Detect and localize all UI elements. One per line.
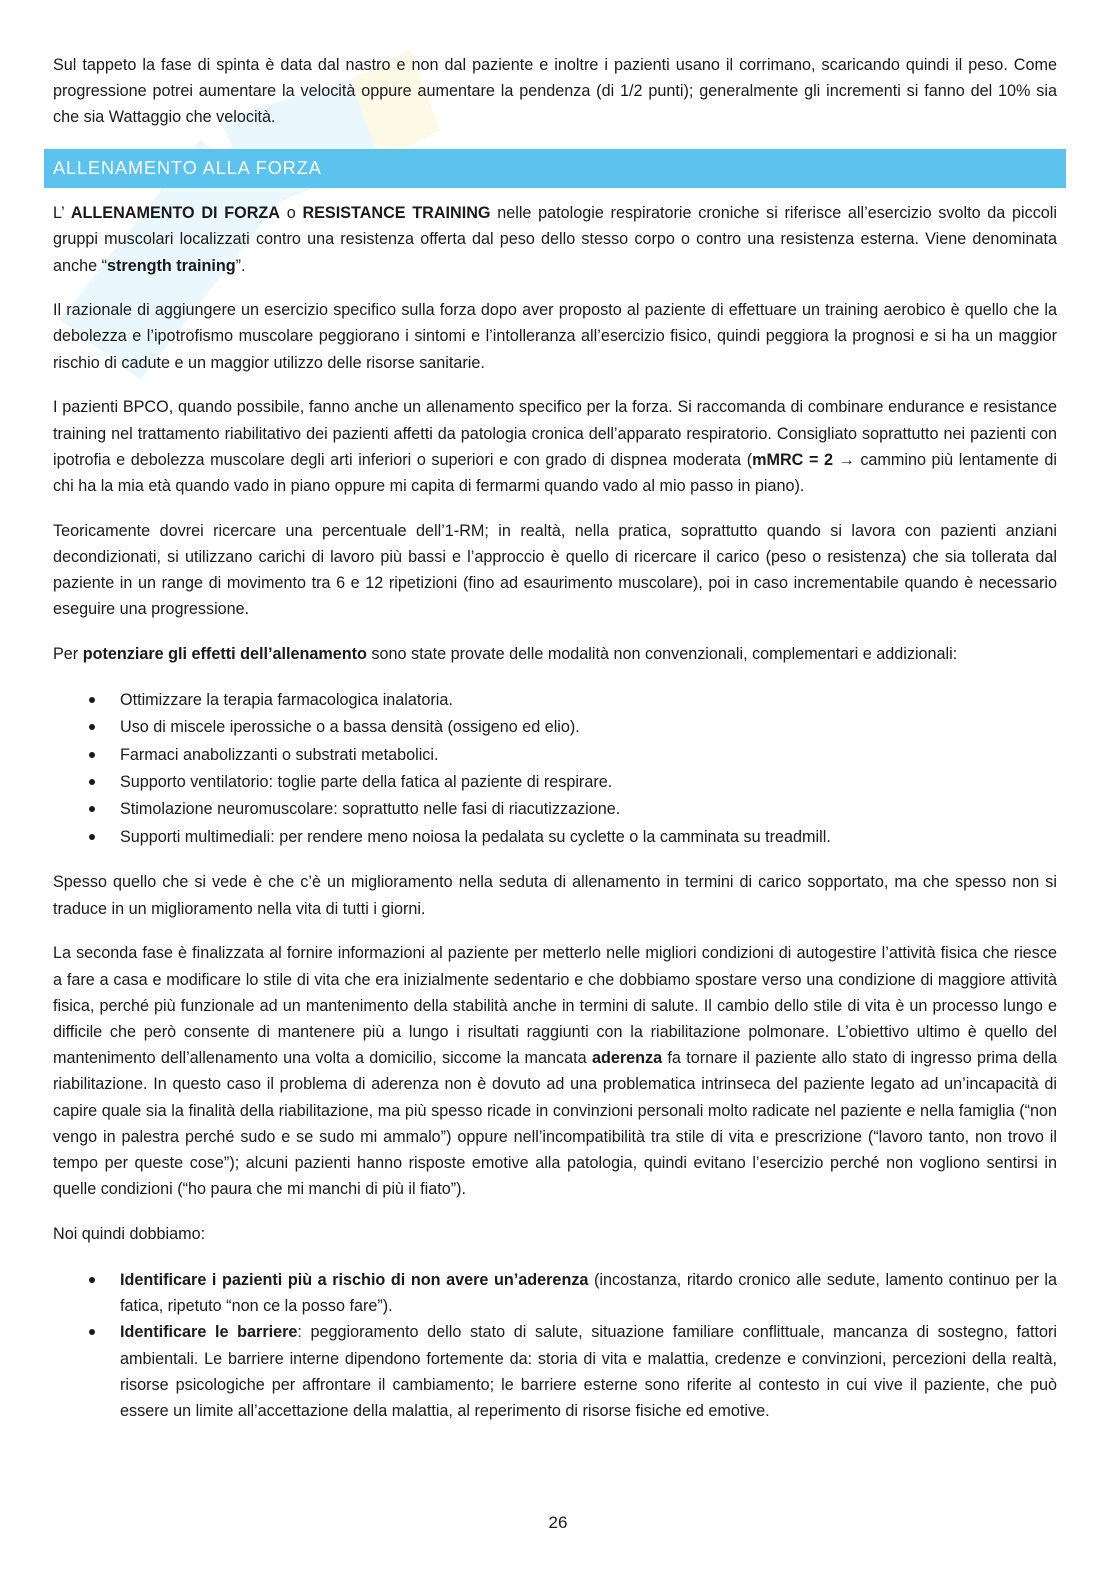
list-item: Supporto ventilatorio: toglie parte della fatica al paziente di respirare. [53, 769, 1057, 796]
text-run: : peggioramento dello stato di salute, situazione familiare conflittuale, mancanza di sostegno, fattori ambientali. Le barriere interne dipendono fortemente da: storia di vita e malattia, credenze e convinzioni, percezioni della realtà, risorse psicologiche per affrontare il cambiamento; le barriere esterne sono riferite al contesto in cui vive il paziente, che può essere un limite all’accettazione della malattia, al reperimento di risorse fisiche ed emotive. [120, 1323, 1057, 1421]
actions-list [53, 1267, 1057, 1424]
bold-term: RESISTANCE TRAINING [302, 204, 491, 223]
list-item: Farmaci anabolizzanti o substrati metabolici. [53, 742, 1057, 769]
text-run: I pazienti BPCO, quando possibile, fanno anche un allenamento specifico per la forza. Si raccomanda di combinare endurance e resistance training nel trattamento riabilitativo dei pazienti affetti da patologia cronica dell’apparato respiratorio. Consigliato soprattutto nei pazienti con ipotrofia e debolezza muscolare degli arti inferiori o superiori e con grado di dispnea moderata ( [53, 398, 1057, 469]
list-item [53, 1319, 1057, 1424]
text-run: fa tornare il paziente allo stato di ingresso prima della riabilitazione. In questo caso il problema di aderenza non è dovuto ad una problematica intrinseca del paziente legato ad un’incapacità di capire quale sia la finalità della riabilitazione, ma più spesso ricade in convinzioni personali molto radicate nel paziente e nella famiglia (“non vengo in palestra perché sudo e se sudo mi ammalo”) oppure nell’incompatibilità tra stile di vita e prescrizione (“lavoro tanto, non trovo il tempo per queste cose”); alcuni pazienti hanno risposte emotive alla patologia, quindi evitano l’esercizio perché non vogliono sentirsi in quelle condizioni (“ho paura che mi manchi di più il fiato”). [53, 1049, 1057, 1199]
list-item: Ottimizzare la terapia farmacologica inalatoria. [53, 687, 1057, 714]
we-must-paragraph: Noi quindi dobbiamo: [53, 1224, 206, 1243]
load-paragraph: Teoricamente dovrei ricercare una percentuale dell’1-RM; in realtà, nella pratica, soprattutto quando si lavora con pazienti anziani decondizionati, si utilizzano carichi di lavoro più bassi e l’approccio è quello di ricercare il carico (peso o resistenza) che sia tollerata dal paziente in un range di movimento tra 6 e 12 ripetizioni (fino ad esaurimento muscolare), poi in caso incrementabile quando è necessario eseguire una progressione. [53, 521, 1057, 619]
bpco-paragraph [53, 394, 1057, 499]
bold-term: Identificare le barriere [120, 1323, 298, 1342]
section-heading: ALLENAMENTO ALLA FORZA [44, 149, 1066, 188]
text-run: L’ [53, 204, 71, 223]
text-run: Per [53, 644, 83, 663]
text-run: La seconda fase è finalizzata al fornire informazioni al paziente per metterlo nelle migliori condizioni di autogestire l’attività fisica che riesce a fare a casa e modificare lo stile di vita che era inizialmente sedentario e che dobbiamo spostare verso una condizione di maggiore attività fisica, perché più funzionale ad un mantenimento della stabilità anche in termini di salute. Il cambio dello stile di vita è un processo lungo e difficile che però consente di mantenere più a lungo i risultati raggiunti con la riabilitazione polmonare. L’obiettivo ultimo è quello del mantenimento dell’allenamento una volta a domicilio, siccome la mancata [53, 944, 1057, 1068]
second-phase-paragraph [53, 940, 1057, 1202]
list-item: Stimolazione neuromuscolare: soprattutto nelle fasi di riacutizzazione. [53, 796, 1057, 823]
improvement-paragraph: Spesso quello che si vede è che c’è un miglioramento nella seduta di allenamento in termini di carico sopportato, ma che spesso non si traduce in un miglioramento nella vita di tutti i giorni. [53, 873, 1057, 918]
list-item: Supporti multimediali: per rendere meno noiosa la pedalata su cyclette o la camminata su treadmill. [53, 824, 1057, 851]
list-item: Uso di miscele iperossiche o a bassa densità (ossigeno ed elio). [53, 714, 1057, 741]
intro-paragraph: Sul tappeto la fase di spinta è data dal nastro e non dal paziente e inoltre i pazienti usano il corrimano, scaricando quindi il peso. Come progressione potrei aumentare la velocità oppure aumentare la pendenza (di 1/2 punti); generalmente gli incrementi si fanno del 10% sia che sia Wattaggio che velocità. [53, 56, 1057, 127]
text-run: sono state provate delle modalità non convenzionali, complementari e addizionali: [366, 644, 958, 663]
bold-term: Identificare i pazienti più a rischio di non avere un’aderenza [120, 1271, 589, 1290]
text-run: (incostanza, ritardo cronico alle sedute, lamento continuo per la fatica, ripetuto “non ce la posso fare”). [120, 1271, 1058, 1316]
enhance-paragraph [53, 641, 1057, 667]
rationale-paragraph: Il razionale di aggiungere un esercizio specifico sulla forza dopo aver proposto al paziente di effettuare un training aerobico è quello che la debolezza e l’ipotrofismo muscolare peggiorano i sintomi e l’intolleranza all’esercizio fisico, quindi peggiora la prognosi e si ha un maggior rischio di cadute e un maggior utilizzo delle risorse sanitarie. [53, 301, 1057, 372]
text-run: o [280, 204, 303, 223]
text-run: ”. [235, 256, 246, 275]
bold-term: potenziare gli effetti dell’allenamento [82, 644, 367, 663]
page-content [53, 52, 1057, 1443]
bold-term: ALLENAMENTO DI FORZA [70, 204, 280, 223]
page-number: 26 [548, 1513, 568, 1532]
modalities-list [53, 687, 1057, 851]
text-run: → cammino più lentamente di chi ha la mia età quando vado in piano oppure mi capita di fermarmi quando vado al mio passo in piano). [53, 450, 1058, 495]
bold-term: strength training [107, 256, 236, 275]
bold-term: mMRC = 2 [752, 450, 833, 469]
list-item [53, 1267, 1057, 1319]
text-run: nelle patologie respiratorie croniche si riferisce all’esercizio svolto da piccoli gruppi muscolari localizzati contro una resistenza offerta dal peso dello stesso corpo o contro una resistenza esterna. Viene denominata anche “ [53, 204, 1057, 275]
bold-term: aderenza [591, 1049, 663, 1068]
definition-paragraph [53, 200, 1057, 279]
